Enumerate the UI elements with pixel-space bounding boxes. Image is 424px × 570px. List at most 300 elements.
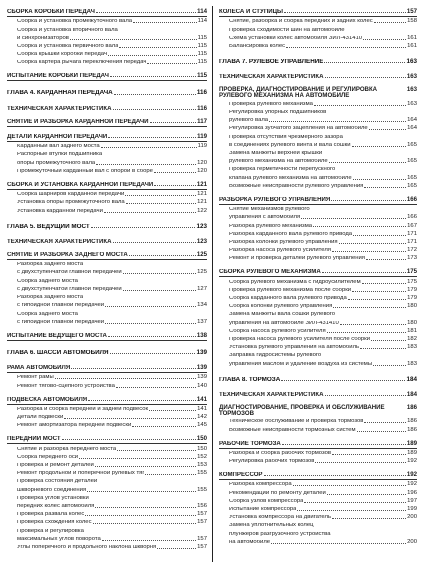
toc-entry-title: Сборка карданного вала рулевого привода bbox=[229, 296, 347, 302]
toc-entry-title: Разборка и сборка передней и задней подвесок bbox=[17, 406, 149, 412]
toc-entry-title: Сборка насоса рулевого усилителя bbox=[229, 328, 326, 334]
toc-entry-title: Схема установки колес автомобиля ЗИЛ-431410 bbox=[229, 35, 363, 41]
page-number: 114 bbox=[197, 8, 207, 15]
toc-entry-title: Установка карданной передачи bbox=[17, 208, 103, 214]
section-heading bbox=[7, 106, 207, 112]
toc-entry-title: Замена манжеты вала сошки рулевого bbox=[229, 312, 336, 318]
toc-entry-title: Замена уплотнительных колец bbox=[229, 523, 314, 529]
toc-entry-title: Детали подвески bbox=[17, 415, 64, 421]
page-number: 150 bbox=[197, 445, 207, 452]
toc-column-right bbox=[219, 2, 417, 546]
section-heading bbox=[219, 472, 417, 480]
leader-dots bbox=[123, 290, 196, 291]
page-number: 115 bbox=[197, 51, 207, 58]
page-number: 200 bbox=[407, 514, 417, 521]
toc-entry bbox=[219, 159, 417, 165]
section-heading bbox=[7, 9, 207, 17]
toc-entry-title: Возможные неисправности тормозных систем bbox=[229, 427, 356, 433]
toc-entry-title: Разборка и сборка рабочих тормозов bbox=[229, 450, 332, 456]
leader-dots bbox=[96, 12, 196, 13]
page-number: 172 bbox=[407, 247, 417, 254]
toc-entry-title: с двухступенчатой главной передачей bbox=[17, 270, 122, 276]
leader-dots bbox=[149, 410, 196, 411]
page-number: 186 bbox=[407, 418, 417, 425]
leader-dots bbox=[87, 491, 196, 492]
toc-entry bbox=[219, 184, 417, 190]
toc-entry-title: Распорные втулки подшипника bbox=[17, 152, 103, 158]
leader-dots bbox=[133, 22, 197, 23]
toc-entry bbox=[7, 496, 207, 502]
toc-entry bbox=[7, 161, 207, 167]
leader-dots bbox=[339, 243, 407, 244]
toc-entry bbox=[219, 224, 417, 230]
toc-entry-title: управления на автомобиле ЗИЛ-431410 bbox=[229, 320, 339, 326]
leader-dots bbox=[332, 518, 406, 519]
chapter-heading bbox=[7, 224, 207, 232]
leader-dots bbox=[110, 353, 196, 354]
page-number: 125 bbox=[197, 269, 207, 276]
leader-dots bbox=[364, 187, 406, 188]
toc-entry bbox=[219, 296, 417, 302]
toc-entry-title: ПОДВЕСКА АВТОМОБИЛЯ bbox=[7, 396, 88, 403]
leader-dots bbox=[70, 39, 197, 40]
page-number: 196 bbox=[407, 489, 417, 496]
toc-entry bbox=[219, 167, 417, 173]
chapter-heading bbox=[219, 59, 417, 67]
toc-entry-title: Промежуточный карданный вал с опорой в сборе bbox=[17, 168, 153, 174]
toc-entry bbox=[219, 451, 417, 457]
toc-entry bbox=[7, 28, 207, 34]
toc-entry bbox=[219, 248, 417, 254]
leader-dots bbox=[145, 474, 196, 475]
toc-entry-title: Снятие и разборка переднего моста bbox=[17, 446, 117, 452]
toc-entry-title: ТЕХНИЧЕСКАЯ ХАРАКТЕРИСТИКА bbox=[219, 391, 324, 398]
page-number: 184 bbox=[406, 375, 417, 383]
section-heading bbox=[219, 74, 417, 80]
section-heading bbox=[7, 239, 207, 245]
page-number: 115 bbox=[197, 59, 207, 66]
toc-entry bbox=[7, 169, 207, 175]
toc-entry-title: Сборка заднего моста bbox=[17, 278, 78, 284]
toc-entry-title: Разборка компрессора bbox=[229, 482, 292, 488]
page-number: 142 bbox=[197, 414, 207, 421]
section-heading bbox=[7, 397, 207, 405]
leader-dots bbox=[313, 226, 406, 227]
page-number: 123 bbox=[196, 222, 207, 230]
page-number: 145 bbox=[197, 422, 207, 429]
leader-dots bbox=[119, 47, 196, 48]
leader-dots bbox=[352, 291, 406, 292]
leader-dots bbox=[154, 185, 196, 186]
toc-entry-title: с двухступенчатой главной передачей bbox=[17, 286, 122, 292]
leader-dots bbox=[91, 227, 196, 228]
page-number: 157 bbox=[197, 511, 207, 518]
page-number: 186 bbox=[406, 403, 417, 411]
toc-entry-title: Ремонт и проверка деталей рулевого управления bbox=[229, 256, 365, 262]
leader-dots bbox=[64, 418, 196, 419]
toc-entry bbox=[219, 329, 417, 335]
toc-entry-title: Регулировка зубчатого зацепления на автомобиле bbox=[229, 126, 368, 132]
page-number: 192 bbox=[407, 481, 417, 488]
leader-dots bbox=[71, 368, 196, 369]
leader-dots bbox=[329, 162, 407, 163]
toc-entry bbox=[219, 482, 417, 488]
leader-dots bbox=[293, 485, 407, 486]
leader-dots bbox=[150, 122, 197, 123]
section-heading bbox=[219, 197, 417, 205]
toc-entry bbox=[219, 491, 417, 497]
page-number: 175 bbox=[407, 278, 417, 285]
toc-entry-title: Установка рулевого управления на автомобиль bbox=[229, 345, 360, 351]
toc-entry-title: Возможные неисправности рулевого управления bbox=[229, 183, 364, 189]
page-number: 116 bbox=[197, 104, 207, 112]
leader-dots bbox=[55, 378, 196, 379]
leader-dots bbox=[360, 348, 406, 349]
toc-entry bbox=[7, 295, 207, 301]
page-number: 200 bbox=[407, 538, 417, 545]
toc-entry bbox=[219, 540, 417, 546]
toc-entry bbox=[219, 207, 417, 213]
page-number: 137 bbox=[197, 318, 207, 325]
toc-entry bbox=[7, 447, 207, 453]
toc-entry-title: ТЕХНИЧЕСКАЯ ХАРАКТЕРИСТИКА bbox=[7, 238, 112, 245]
toc-entry bbox=[219, 256, 417, 262]
toc-entry bbox=[219, 280, 417, 286]
toc-entry bbox=[7, 209, 207, 215]
page-number: 134 bbox=[197, 302, 207, 309]
toc-entry-title: Проверка герметичности перепускного bbox=[229, 167, 336, 173]
page-number: 125 bbox=[196, 250, 207, 258]
toc-entry-title: Испытание компрессора bbox=[229, 507, 297, 513]
leader-dots bbox=[333, 307, 406, 308]
toc-entry-title: КОЛЕСА И СТУПИЦЫ bbox=[219, 9, 284, 15]
leader-dots bbox=[325, 77, 406, 78]
page-number: 163 bbox=[406, 86, 417, 94]
toc-entry-title: ИСПЫТАНИЕ КОРОБКИ ПЕРЕДАЧ bbox=[7, 73, 109, 80]
toc-entry bbox=[219, 44, 417, 50]
toc-entry bbox=[219, 499, 417, 505]
leader-dots bbox=[114, 94, 196, 95]
page-number: 139 bbox=[196, 364, 207, 371]
leader-dots bbox=[374, 22, 406, 23]
page-number: 164 bbox=[407, 117, 417, 124]
chapter-heading bbox=[7, 90, 207, 98]
toc-entry bbox=[219, 428, 417, 434]
page-number: 115 bbox=[197, 34, 207, 41]
page-number: 121 bbox=[197, 191, 207, 198]
toc-entry-title: ИСПЫТАНИЕ ВЕДУЩЕГО МОСТА bbox=[7, 332, 107, 339]
toc-entry-title: РАБОЧИЕ ТОРМОЗА bbox=[219, 440, 281, 447]
page-number: 157 bbox=[406, 8, 417, 15]
leader-dots bbox=[108, 336, 196, 337]
leader-dots bbox=[304, 502, 406, 503]
toc-entry-title: СНЯТИЕ И РАЗБОРКА ЗАДНЕГО МОСТА bbox=[7, 251, 128, 258]
page-number: 186 bbox=[407, 426, 417, 433]
toc-entry bbox=[219, 151, 417, 157]
leader-dots bbox=[315, 462, 406, 463]
toc-entry-title: ГЛАВА 6. ШАССИ АВТОМОБИЛЯ bbox=[7, 349, 109, 356]
toc-entry bbox=[7, 303, 207, 309]
section-heading bbox=[7, 436, 207, 444]
leader-dots bbox=[123, 273, 196, 274]
column-divider bbox=[212, 6, 213, 562]
page-number: 192 bbox=[406, 471, 417, 479]
toc-entry bbox=[219, 304, 417, 310]
page-number: 184 bbox=[406, 390, 417, 398]
leader-dots bbox=[95, 507, 196, 508]
page-number: 122 bbox=[197, 207, 207, 214]
leader-dots bbox=[373, 365, 406, 366]
leader-dots bbox=[88, 400, 196, 401]
leader-dots bbox=[113, 109, 197, 110]
toc-entry-title: РАЗБОРКА РУЛЕВОГО УПРАВЛЕНИЯ bbox=[219, 196, 331, 203]
page-number: 167 bbox=[407, 222, 417, 229]
page-number: 121 bbox=[196, 180, 207, 188]
toc-entry-title: Рекомендации по ремонту деталей bbox=[229, 490, 326, 496]
page-number: 123 bbox=[196, 237, 207, 245]
toc-entry bbox=[7, 529, 207, 535]
chapter-heading bbox=[7, 350, 207, 358]
page-number: 117 bbox=[197, 117, 207, 125]
toc-entry-title: Балансировка колес bbox=[229, 44, 286, 49]
toc-entry-title: Снятие механизмов рулевого bbox=[229, 207, 310, 213]
toc-entry bbox=[219, 176, 417, 182]
toc-entry-title: Проверка схождения колес bbox=[17, 520, 92, 526]
section-heading bbox=[7, 365, 207, 373]
leader-dots bbox=[264, 475, 406, 476]
toc-entry bbox=[219, 532, 417, 538]
toc-entry-title: СБОРКА И УСТАНОВКА КАРДАННОЙ ПЕРЕДАЧИ bbox=[7, 181, 154, 188]
page-number: 141 bbox=[196, 395, 207, 403]
toc-entry bbox=[7, 200, 207, 206]
toc-entry bbox=[219, 215, 417, 221]
leader-dots bbox=[286, 47, 406, 48]
section-heading bbox=[219, 441, 417, 449]
toc-entry-title: управления с автомобиля bbox=[229, 215, 301, 221]
page-number: 120 bbox=[197, 159, 207, 166]
toc-entry bbox=[7, 488, 207, 494]
leader-dots bbox=[331, 200, 406, 201]
toc-entry bbox=[219, 110, 417, 116]
toc-entry bbox=[7, 152, 207, 158]
page-number: 166 bbox=[407, 214, 417, 221]
page-number: 189 bbox=[407, 449, 417, 456]
toc-entry bbox=[219, 288, 417, 294]
toc-entry-title: ГЛАВА 5. ВЕДУЩИЙ МОСТ bbox=[7, 223, 90, 230]
page-number: 157 bbox=[197, 544, 207, 551]
toc-entry bbox=[7, 520, 207, 526]
page-number: 163 bbox=[406, 73, 417, 81]
page-number: 192 bbox=[407, 458, 417, 465]
leader-dots bbox=[322, 272, 406, 273]
section-heading bbox=[7, 73, 207, 81]
toc-entry-title: Карданный вал заднего моста bbox=[17, 144, 100, 150]
toc-entry-title: управления маслом и удаление воздуха из системы bbox=[229, 361, 373, 367]
leader-dots bbox=[327, 494, 406, 495]
leader-dots bbox=[369, 129, 406, 130]
leader-dots bbox=[314, 105, 406, 106]
page-number: 138 bbox=[196, 331, 207, 339]
page-number: 175 bbox=[406, 268, 417, 276]
toc-entry bbox=[7, 384, 207, 390]
toc-entry bbox=[219, 240, 417, 246]
toc-entry bbox=[7, 44, 207, 50]
page-number: 140 bbox=[197, 382, 207, 389]
page-number: 115 bbox=[197, 43, 207, 49]
leader-dots bbox=[95, 466, 196, 467]
toc-entry bbox=[7, 320, 207, 326]
toc-entry bbox=[219, 232, 417, 238]
toc-entry-title: Проверка углов установки bbox=[17, 495, 89, 501]
toc-entry-title: Регулировка рабочих тормозов bbox=[229, 459, 315, 465]
leader-dots bbox=[105, 306, 196, 307]
toc-entry-title: Проверка развала колес bbox=[17, 512, 85, 518]
toc-entry-title: в соединениях рулевого винта и вала сошки bbox=[229, 142, 351, 148]
page-number: 189 bbox=[406, 439, 417, 447]
toc-entry-title: ГЛАВА 8. ТОРМОЗА bbox=[219, 376, 281, 383]
toc-entry-title: Замена манжеты верхней крышки bbox=[229, 151, 323, 156]
page-number: 183 bbox=[407, 360, 417, 367]
page-number: 166 bbox=[406, 195, 417, 203]
leader-dots bbox=[371, 340, 406, 341]
leader-dots bbox=[154, 172, 196, 173]
leader-dots bbox=[297, 510, 406, 511]
toc-entry-title: Проверка отсутствия чрезмерного зазора bbox=[229, 134, 343, 140]
toc-entry-title: на автомобиле bbox=[229, 539, 271, 545]
toc-entry bbox=[7, 415, 207, 421]
toc-entry-title: с гипоидной главной передачей bbox=[17, 303, 105, 309]
page-number: 158 bbox=[407, 18, 417, 25]
toc-entry-title: максимальных углов поворота bbox=[17, 536, 101, 542]
leader-dots bbox=[357, 431, 407, 432]
toc-entry-title: РАМА АВТОМОБИЛЯ bbox=[7, 365, 71, 371]
toc-entry-title: Техническое обслуживание и проверка тормозов bbox=[229, 419, 364, 425]
toc-entry bbox=[219, 126, 417, 132]
page-number: 199 bbox=[407, 506, 417, 513]
toc-entry bbox=[219, 459, 417, 465]
toc-entry-title: Проверка рулевого механизма после сборки bbox=[229, 287, 352, 293]
leader-dots bbox=[353, 235, 406, 236]
leader-dots bbox=[129, 255, 196, 256]
page-number: 119 bbox=[197, 143, 207, 150]
toc-entry-title: с гипоидной главной передачей bbox=[17, 319, 105, 325]
leader-dots bbox=[104, 212, 196, 213]
toc-entry bbox=[219, 36, 417, 42]
chapter-heading bbox=[219, 377, 417, 385]
toc-entry-title: Установка компрессора на двигатель bbox=[229, 515, 332, 521]
toc-entry-title: Разборка колонки рулевого управления bbox=[229, 239, 338, 245]
page-number: 197 bbox=[407, 497, 417, 504]
page-number: 163 bbox=[407, 100, 417, 107]
toc-entry-title: Сборка рулевого механизма с гидроусилителем bbox=[229, 279, 361, 285]
toc-entry-title: Сборка переднего оси bbox=[17, 454, 79, 460]
page-number: 150 bbox=[196, 435, 207, 443]
toc-entry-title: и синхронизаторов bbox=[17, 35, 69, 41]
page-number: 179 bbox=[407, 286, 417, 293]
toc-entry-title: ПЕРЕДНИЙ МОСТ bbox=[7, 436, 61, 443]
section-heading bbox=[219, 9, 417, 17]
leader-dots bbox=[125, 195, 196, 196]
section-heading bbox=[219, 405, 417, 417]
toc-entry-title: Сборка и установка вторичного вала bbox=[17, 27, 118, 33]
page-number: 139 bbox=[196, 348, 207, 356]
toc-entry bbox=[7, 512, 207, 518]
toc-entry-title: Проверка насоса рулевого усилителя после сборки bbox=[229, 337, 371, 343]
leader-dots bbox=[327, 332, 406, 333]
toc-entry bbox=[219, 337, 417, 343]
toc-entry-title: Ремонт амортизатора передней подвески bbox=[17, 423, 132, 429]
page-number: 171 bbox=[407, 230, 417, 237]
toc-entry bbox=[7, 19, 207, 25]
toc-entry bbox=[7, 455, 207, 461]
toc-entry-title: Разборка заднего моста bbox=[17, 262, 84, 268]
leader-dots bbox=[348, 299, 406, 300]
toc-entry-title: шкворневого соединения bbox=[17, 487, 87, 493]
toc-entry bbox=[219, 353, 417, 359]
toc-entry-title: Разборка заднего моста bbox=[17, 295, 84, 301]
toc-entry-title: ТЕХНИЧЕСКАЯ ХАРАКТЕРИСТИКА bbox=[7, 105, 112, 112]
toc-entry bbox=[7, 36, 207, 42]
leader-dots bbox=[126, 203, 196, 204]
toc-entry-title: Сборка и установка первичного вала bbox=[17, 44, 119, 49]
page-number: 181 bbox=[407, 327, 417, 334]
section-heading bbox=[219, 87, 417, 99]
toc-column-left bbox=[7, 2, 207, 551]
page-number: 155 bbox=[197, 470, 207, 477]
page-number: 139 bbox=[197, 374, 207, 381]
leader-dots bbox=[108, 137, 196, 138]
toc-entry bbox=[7, 479, 207, 485]
toc-entry bbox=[219, 102, 417, 108]
page-number: 165 bbox=[407, 174, 417, 181]
toc-entry bbox=[7, 471, 207, 477]
page-number: 161 bbox=[407, 43, 417, 49]
toc-entry-title: Проверка и регулировка bbox=[17, 528, 84, 534]
toc-entry bbox=[219, 118, 417, 124]
page-number: 182 bbox=[407, 336, 417, 343]
page-number: 156 bbox=[197, 503, 207, 510]
toc-entry-title: ПРОВЕРКА, ДИАГНОСТИРОВАНИЕ И РЕГУЛИРОВКА РУЛЕВОГО МЕХАНИЗМА НА АВТОМОБИЛЕ bbox=[219, 86, 378, 100]
page-number: 180 bbox=[407, 303, 417, 310]
page-number: 179 bbox=[407, 295, 417, 302]
leader-dots bbox=[105, 323, 196, 324]
toc-entry-title: Регулировка упорных подшипников bbox=[229, 109, 327, 115]
toc-entry bbox=[219, 28, 417, 34]
toc-entry bbox=[7, 52, 207, 58]
toc-entry bbox=[219, 523, 417, 529]
leader-dots bbox=[352, 146, 407, 147]
page-number: 141 bbox=[197, 405, 207, 412]
page-number: 155 bbox=[197, 486, 207, 493]
leader-dots bbox=[363, 39, 406, 40]
leader-dots bbox=[62, 439, 196, 440]
leader-dots bbox=[332, 251, 406, 252]
toc-entry-title: плунжеров разгрузочного устройства bbox=[229, 531, 331, 537]
page-number: 165 bbox=[407, 182, 417, 189]
page-number: 120 bbox=[197, 167, 207, 174]
section-heading bbox=[7, 252, 207, 260]
page-number: 157 bbox=[197, 535, 207, 542]
toc-entry-title: Сборка узлов компрессора bbox=[229, 498, 304, 504]
toc-entry-title: Разборка насоса рулевого усилителя bbox=[229, 248, 331, 254]
toc-entry-title: Разборка карданного вала рулевого привода bbox=[229, 231, 353, 237]
toc-entry-title: клапана рулевого механизма на автомобиле bbox=[229, 175, 352, 181]
page-number: 152 bbox=[197, 453, 207, 460]
page-number: 157 bbox=[197, 519, 207, 526]
section-heading bbox=[7, 333, 207, 341]
leader-dots bbox=[332, 454, 406, 455]
leader-dots bbox=[366, 259, 406, 260]
